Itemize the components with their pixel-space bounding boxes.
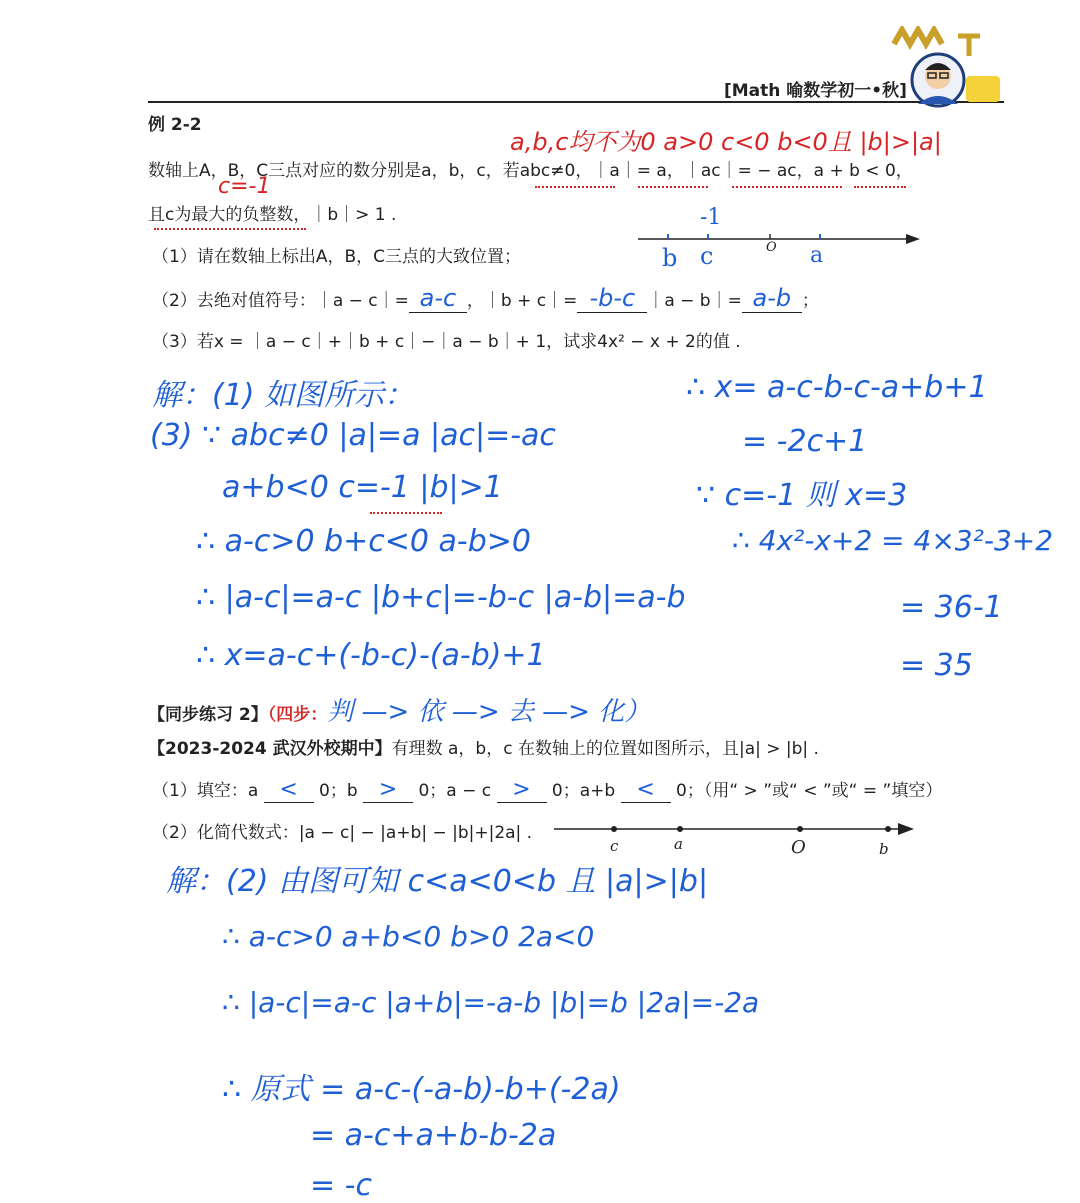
- practice-source: 【2023-2024 武汉外校期中】: [148, 739, 392, 759]
- practice-stem-text: 有理数 a，b，c 在数轴上的位置如图所示，且|a| > |b| .: [391, 739, 819, 759]
- number-line-1-b: b: [662, 244, 678, 272]
- red-underline-3: [732, 180, 842, 188]
- example-q2: [152, 284, 819, 313]
- solution1-line2: (3) ∵ abc≠0 |a|=a |ac|=-ac: [150, 418, 556, 453]
- number-line-2-o: O: [791, 837, 806, 858]
- practice-q1-part1: （1）填空：a: [152, 781, 259, 801]
- red-annotation-top: a,b,c均不为0 a>0 c<0 b<0且 |b|>|a|: [510, 128, 942, 156]
- practice-stem: [148, 734, 819, 759]
- practice-q1-answer1: <: [264, 777, 314, 803]
- solution2-line2: ∴ a-c>0 a+b<0 b>0 2a<0: [222, 920, 595, 953]
- q2-mid2: ｜a − b｜=: [647, 291, 742, 311]
- number-line-1-o-label: O: [766, 240, 777, 255]
- example-stem-line2: 且c为最大的负整数，｜b｜> 1 .: [148, 205, 397, 225]
- number-line-2-a: a: [674, 835, 683, 853]
- practice-q1-answer3: >: [497, 777, 547, 803]
- practice-q2: （2）化简代数式：|a − c| − |a+b| − |b|+|2a| .: [152, 823, 533, 843]
- practice-steps-label: （四步：: [267, 705, 328, 725]
- logo-mascot-icon: [888, 26, 1008, 108]
- header-rule: [148, 101, 1004, 103]
- solution1-right4: ∴ 4x²-x+2 = 4×3²-3+2: [732, 524, 1054, 557]
- red-underline-1: [535, 180, 615, 188]
- solution2-line5: = a-c+a+b-b-2a: [310, 1118, 557, 1153]
- red-underline-2: [638, 180, 708, 188]
- q2-end: ；: [801, 291, 819, 311]
- red-annotation-c: c=-1: [218, 174, 271, 199]
- solution1-right3: ∵ c=-1 则 x=3: [696, 478, 908, 513]
- q2-answer-1: a-c: [409, 284, 467, 313]
- practice-q1-answer2: >: [363, 777, 413, 803]
- practice-q1-part2: 0；b: [319, 781, 358, 801]
- solution2-line1: 解：(2) 由图可知 c<a<0<b 且 |a|>|b|: [166, 864, 709, 899]
- example-stem-line1: 数轴上A，B，C三点对应的数分别是a，b，c，若abc≠0，｜a｜= a，｜ac｜= − ac，a + b < 0，: [148, 161, 913, 181]
- header-brand: [Math 喻数学初一•秋]: [724, 81, 907, 101]
- solution1-right6: = 35: [900, 648, 973, 683]
- practice-title: 【同步练习 2】: [148, 705, 268, 725]
- solution1-line5: ∴ |a-c|=a-c |b+c|=-b-c |a-b|=a-b: [196, 580, 686, 615]
- number-line-2: [548, 812, 920, 862]
- practice-q1: [152, 776, 942, 803]
- example-q1: （1）请在数轴上标出A，B，C三点的大致位置；: [152, 247, 521, 267]
- solution1-right2: = -2c+1: [742, 424, 868, 459]
- red-underline-4: [854, 180, 906, 188]
- solution1-line1: 解：(1) 如图所示：: [152, 378, 415, 413]
- number-line-2-c: c: [610, 837, 619, 855]
- solution1-right1: ∴ x= a-c-b-c-a+b+1: [686, 370, 988, 405]
- practice-steps-hw: 判 —> 依 —> 去 —> 化）: [327, 697, 651, 727]
- solution2-line6: = -c: [310, 1168, 372, 1203]
- practice-q1-part4: 0；a+b: [551, 781, 616, 801]
- q2-mid1: ，｜b + c｜=: [466, 291, 578, 311]
- solution1-right5: = 36-1: [900, 590, 1003, 625]
- solution2-line3: ∴ |a-c|=a-c |a+b|=-a-b |b|=b |2a|=-2a: [222, 986, 760, 1019]
- number-line-1-a: a: [810, 243, 824, 268]
- red-underline-6: [370, 506, 442, 514]
- solution2-line4: ∴ 原式 = a-c-(-a-b)-b+(-2a): [222, 1072, 621, 1107]
- practice-q1-part5: 0；（用“ > ”或“ < ”或“ = ”填空）: [676, 781, 943, 801]
- practice-label: [148, 691, 650, 728]
- practice-q1-part3: 0；a − c: [418, 781, 492, 801]
- example-label: 例 2-2: [148, 115, 202, 135]
- solution1-line3: a+b<0 c=-1 |b|>1: [222, 470, 503, 505]
- q2-prefix: （2）去绝对值符号：｜a − c｜=: [152, 291, 409, 311]
- number-line-1: [630, 200, 930, 276]
- number-line-2-b: b: [879, 840, 889, 858]
- number-line-1-c-value: -1: [700, 205, 722, 230]
- solution1-line4: ∴ a-c>0 b+c<0 a-b>0: [196, 524, 531, 559]
- red-underline-5: [154, 222, 306, 230]
- solution1-line6: ∴ x=a-c+(-b-c)-(a-b)+1: [196, 638, 546, 673]
- q2-answer-3: a-b: [742, 284, 802, 313]
- practice-q1-answer4: <: [621, 777, 671, 803]
- number-line-1-c: c: [700, 242, 714, 270]
- q2-answer-2: -b-c: [577, 284, 647, 313]
- example-q3: （3）若x = ｜a − c｜+｜b + c｜−｜a − b｜+ 1，试求4x² − x + 2的值 .: [152, 332, 741, 352]
